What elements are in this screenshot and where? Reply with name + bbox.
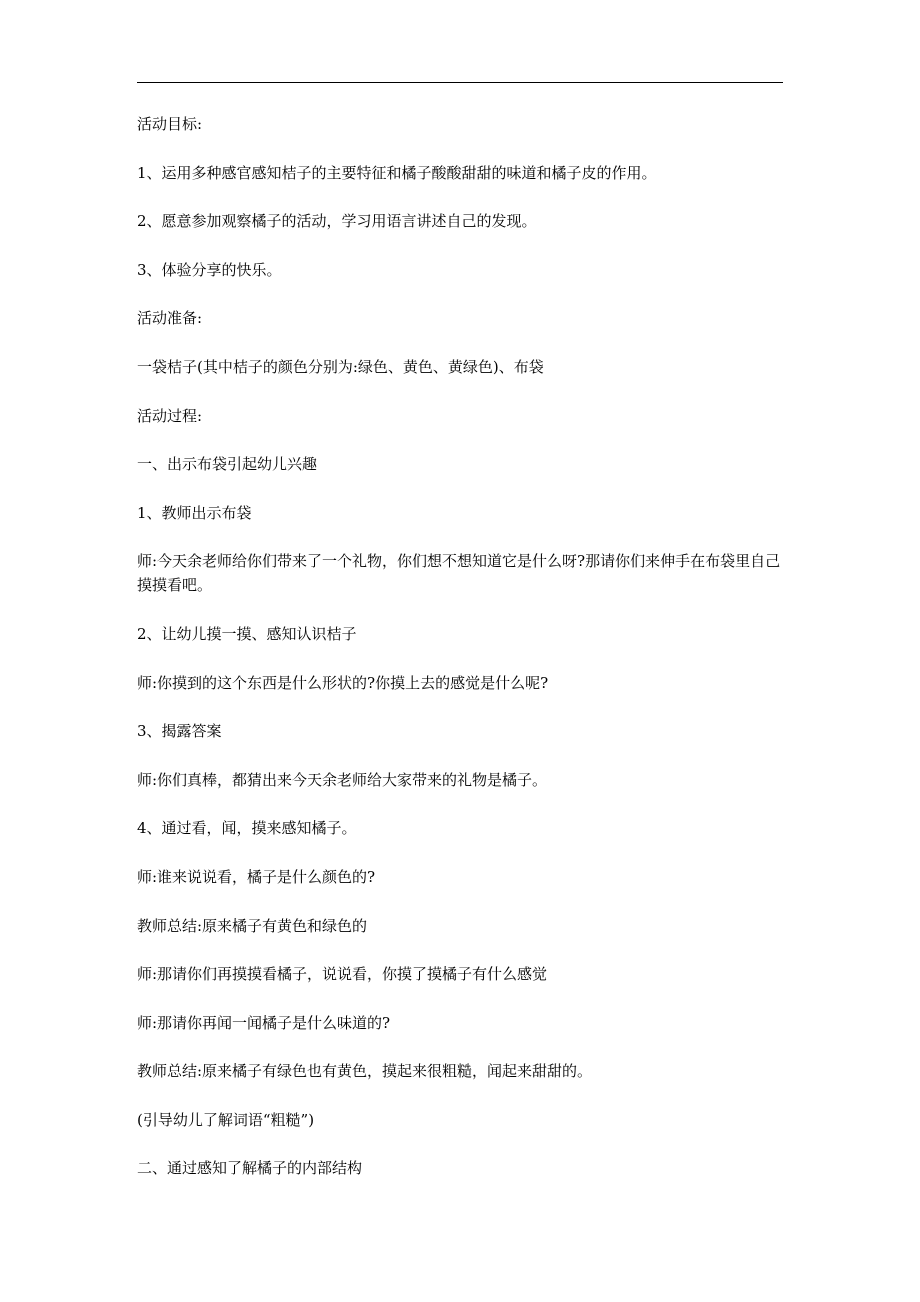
teacher-dialogue: 师:那请你们再摸摸看橘子，说说看，你摸了摸橘子有什么感觉 <box>137 965 548 984</box>
teacher-dialogue: 师:你摸到的这个东西是什么形状的?你摸上去的感觉是什么呢? <box>137 673 549 692</box>
goal-item-1: 1、运用多种感官感知桔子的主要特征和橘子酸酸甜甜的味道和橘子皮的作用。 <box>137 163 657 182</box>
process-substep: 1、教师出示布袋 <box>137 503 252 522</box>
teacher-summary: 教师总结:原来橘子有黄色和绿色的 <box>137 916 368 935</box>
process-step-2-heading: 二、通过感知了解橘子的内部结构 <box>137 1159 363 1178</box>
section-heading-process: 活动过程: <box>137 406 203 425</box>
preparation-text: 一袋桔子(其中桔子的颜色分别为:绿色、黄色、黄绿色)、布袋 <box>137 357 544 376</box>
teacher-dialogue: 师:谁来说说看，橘子是什么颜色的? <box>137 867 376 886</box>
teacher-dialogue: 师:今天余老师给你们带来了一个礼物，你们想不想知道它是什么呀?那请你们来伸手在布袋里自己摸摸看吧。 <box>137 552 781 595</box>
process-substep: 3、揭露答案 <box>137 722 222 741</box>
guidance-note: (引导幼儿了解词语“粗糙”) <box>137 1110 315 1129</box>
teacher-summary: 教师总结:原来橘子有绿色也有黄色，摸起来很粗糙，闻起来甜甜的。 <box>137 1062 593 1081</box>
goal-item-2: 2、愿意参加观察橘子的活动，学习用语言讲述自己的发现。 <box>137 212 537 231</box>
document-body <box>137 112 787 1205</box>
process-substep: 2、让幼儿摸一摸、感知认识桔子 <box>137 624 357 643</box>
teacher-dialogue: 师:那请你再闻一闻橘子是什么味道的? <box>137 1013 391 1032</box>
process-substep: 4、通过看，闻，摸来感知橘子。 <box>137 819 357 838</box>
goal-item-3: 3、体验分享的快乐。 <box>137 260 282 279</box>
section-heading-preparation: 活动准备: <box>137 309 203 328</box>
teacher-dialogue: 师:你们真棒，都猜出来今天余老师给大家带来的礼物是橘子。 <box>137 770 548 789</box>
section-heading-goals: 活动目标: <box>137 115 203 133</box>
process-step-1-heading: 一、出示布袋引起幼儿兴趣 <box>137 455 318 474</box>
header-rule <box>137 82 783 83</box>
